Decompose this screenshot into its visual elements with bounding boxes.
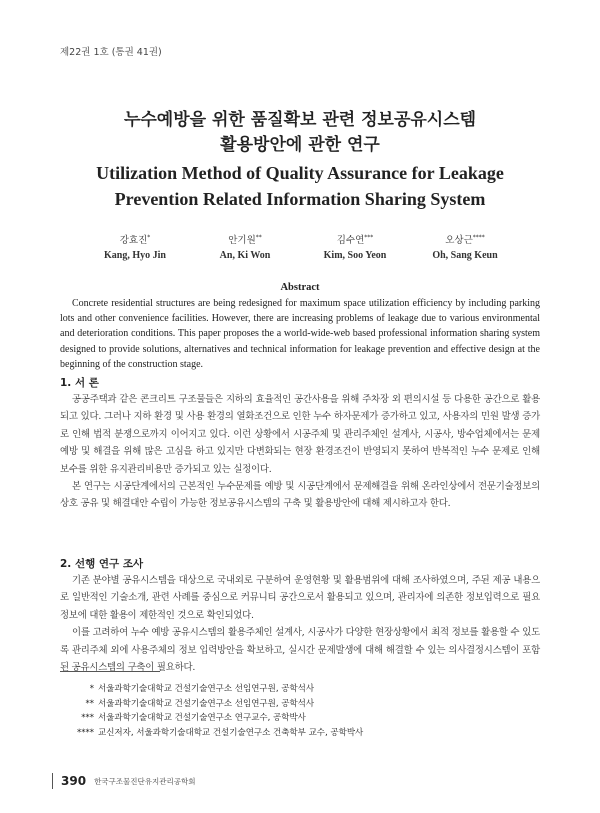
footnote-4 xyxy=(60,726,363,741)
author-english-name: Oh, Sang Keun xyxy=(432,250,498,261)
korean-title xyxy=(0,108,600,158)
author-korean-name: 안기원 xyxy=(228,235,256,246)
author-english-name: Kim, Soo Yeon xyxy=(323,250,387,261)
author-korean-name: 강효진 xyxy=(119,235,148,246)
footnote-mark: *** xyxy=(81,713,94,723)
footnotes xyxy=(60,682,363,740)
author-footnote-mark: *** xyxy=(364,233,374,241)
korean-title-line-2: 활용방안에 관한 연구 xyxy=(220,135,380,155)
footnote-2 xyxy=(60,697,363,712)
page-footer xyxy=(52,773,196,789)
journal-name: 한국구조물진단유지관리공학회 xyxy=(94,776,196,786)
footnote-1 xyxy=(60,682,363,697)
page-number: 390 xyxy=(61,774,87,788)
author-2 xyxy=(190,232,300,261)
abstract-text: Concrete residential structures are being redesigned for maximum space utilization efficiency by including parking lots and other convenience facilities. However, there are increasing problems of leakage due to various environmental and deterioration conditions. This paper proposes the a world-wide-web based professional information sharing system designed to provide solutions, alternatives and technical information for leakage prevention and effective design at the beginning of the construction stage. xyxy=(60,298,540,370)
section-2-heading: 2. 선행 연구 조사 xyxy=(60,558,144,570)
footnote-mark: **** xyxy=(77,727,94,738)
english-title-line-2: Prevention Related Information Sharing System xyxy=(114,189,486,209)
footer-divider xyxy=(52,773,53,789)
author-footnote-mark: **** xyxy=(472,233,485,241)
section-1-body xyxy=(60,391,540,513)
footnote-text: 서울과학기술대학교 건설기술연구소 연구교수, 공학박사 xyxy=(98,713,306,723)
author-korean-name: 김수연 xyxy=(336,235,365,246)
footnote-text: 교신저자, 서울과학기술대학교 건설기술연구소 건축학부 교수, 공학박사 xyxy=(98,727,364,738)
section-2-body xyxy=(60,572,540,676)
author-korean-name: 오상근 xyxy=(445,235,473,246)
footnote-3 xyxy=(60,711,363,726)
author-footnote-mark: * xyxy=(147,233,151,241)
footnote-divider xyxy=(60,671,160,672)
section-1-heading: 1. 서 론 xyxy=(60,377,99,389)
author-english-name: An, Ki Won xyxy=(219,250,271,261)
footnote-mark: ** xyxy=(85,698,94,709)
author-footnote-mark: ** xyxy=(255,233,262,241)
korean-title-line-1: 누수예방을 위한 품질확보 관련 정보공유시스템 xyxy=(123,110,477,130)
abstract-heading: Abstract xyxy=(280,282,320,293)
footnote-text: 서울과학기술대학교 건설기술연구소 선임연구원, 공학석사 xyxy=(98,698,315,709)
paragraph: 공공주택과 같은 콘크리트 구조물들은 지하의 효율적인 공간사용을 위해 주차장 외 편의시설 등 다용한 공간으로 활용되고 있다. 그러나 지하 환경 및 사용 환경의 열화조건으로 인한 누수 하자문제가 증가하고 있고, 사용자의 민원 발생 증가로 인해 법적 분쟁으로까지 이어지고 있다. 이런 상황에서 시공주체 및 관리주체인 설계사, 시공사, 방수업체에서는 문제 예방 및 해결을 위해 많은 고심을 하고 있지만 다변화되는 현장 환경조건이 반영되지 못하여 반복적인 누수 문제로 인해 보수를 위한 유지관리비용만 증가되고 있는 실정이다. xyxy=(60,394,540,475)
author-1 xyxy=(80,232,190,261)
footnote-text: 서울과학기술대학교 건설기술연구소 선임연구원, 공학석사 xyxy=(98,684,315,694)
paragraph: 이를 고려하여 누수 예방 공유시스템의 활용주체인 설계사, 시공사가 다양한 현장상황에서 최적 정보를 활용할 수 있도록 관리주체 외에 사용주체의 정보 입력방안을 확보하고, 실시간 문제발생에 대해 해결할 수 있는 의사결정시스템이 포함된 공유시스템의 구축이 필요하다. xyxy=(60,627,540,674)
footnote-mark: * xyxy=(89,684,94,694)
issue-header: 제22권 1호 (통권 41권) xyxy=(60,47,162,58)
author-3 xyxy=(300,232,410,261)
paragraph: 본 연구는 시공단계에서의 근본적인 누수문제를 예방 및 시공단계에서 문제해결을 위해 온라인상에서 전문기술정보의 상호 공유 및 해결대안 수립이 가능한 정보공유시스템의 구축 및 활용방안에 대해 제시하고자 한다. xyxy=(60,481,540,510)
paragraph: 기존 분야별 공유시스템을 대상으로 국내외로 구분하여 운영현황 및 활용범위에 대해 조사하였으며, 주된 제공 내용으로 일반적인 기술소개, 관련 사례를 중심으로 커뮤니티 공간으로서 활용되고 있으며, 관리자에 의존한 정보입력으로 필요 정보에 대한 활용이 제한적인 것으로 확인되었다. xyxy=(60,575,540,621)
english-title-line-1: Utilization Method of Quality Assurance for Leakage xyxy=(96,163,504,183)
author-4 xyxy=(410,232,520,261)
author-list xyxy=(80,232,520,261)
english-title xyxy=(0,160,600,212)
author-english-name: Kang, Hyo Jin xyxy=(104,250,166,261)
